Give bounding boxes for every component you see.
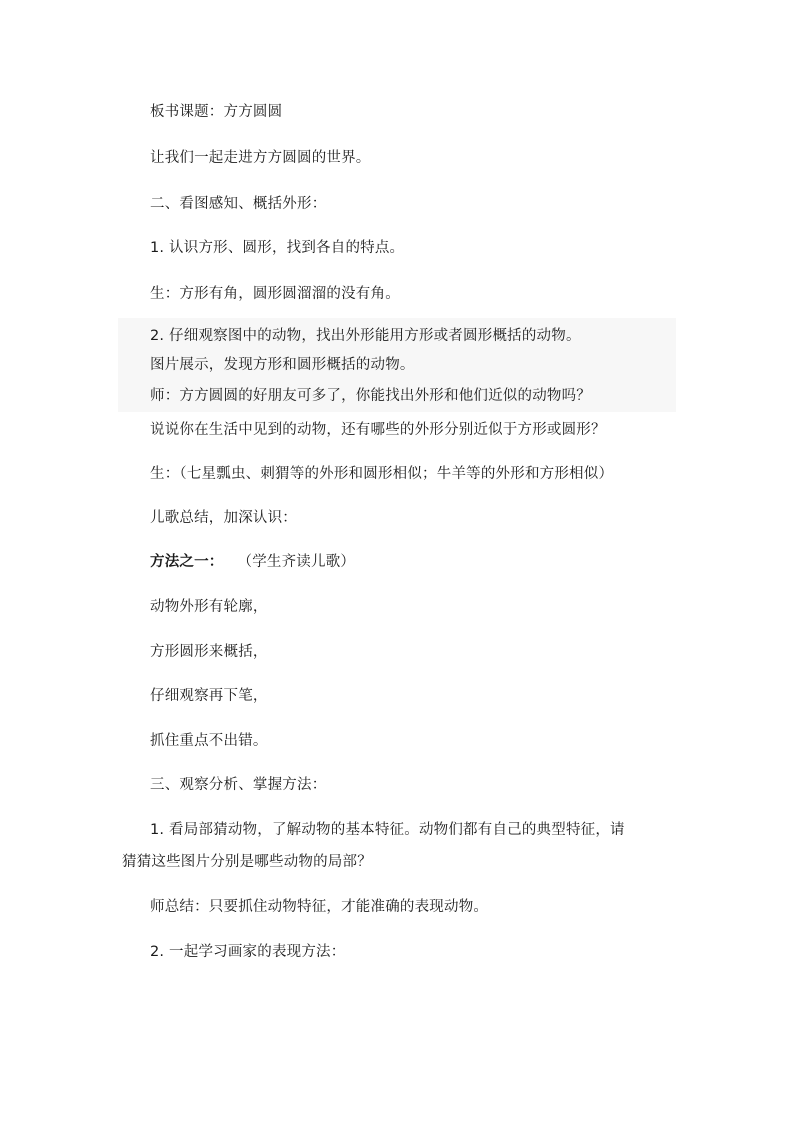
method-note: （学生齐读儿歌） [237,554,356,570]
paragraph-item-3-1a: 1. 看局部猜动物，了解动物的基本特征。动物们都有自己的典型特征，请 [150,822,625,838]
paragraph-intro: 让我们一起走进方方圆圆的世界。 [150,150,371,166]
paragraph-discussion: 说说你在生活中见到的动物，还有哪些的外形分别近似于方形或圆形？ [150,422,606,438]
rhyme-line-1: 动物外形有轮廓， [150,599,268,615]
paragraph-item-1: 1. 认识方形、圆形，找到各自的特点。 [150,240,405,256]
rhyme-line-2: 方形圆形来概括， [150,644,268,660]
section-heading-2: 二、看图感知、概括外形： [150,196,327,212]
paragraph-student-examples: 生：（七星瓢虫、刺猬等的外形和圆形相似；牛羊等的外形和方形相似） [150,466,614,482]
paragraph-item-2: 2. 仔细观察图中的动物，找出外形能用方形或者圆形概括的动物。 [150,328,581,344]
paragraph-method-one [150,552,355,572]
paragraph-item-3-2: 2. 一起学习画家的表现方法： [150,944,346,960]
method-label: 方法之一： [150,554,224,570]
paragraph-teacher-question: 师：方方圆圆的好朋友可多了，你能找出外形和他们近似的动物吗？ [150,388,591,404]
paragraph-teacher-summary: 师总结：只要抓住动物特征，才能准确的表现动物。 [150,899,489,915]
paragraph-student-answer: 生：方形有角，圆形圆溜溜的没有角。 [150,286,400,302]
rhyme-line-4: 抓住重点不出错。 [150,733,268,749]
section-heading-3: 三、观察分析、掌握方法： [150,777,327,793]
paragraph-image-show: 图片展示，发现方形和圆形概括的动物。 [150,357,415,373]
paragraph-rhyme-summary: 儿歌总结，加深认识： [150,510,297,526]
paragraph-title: 板书课题：方方圆圆 [150,104,283,120]
rhyme-line-3: 仔细观察再下笔， [150,688,268,704]
paragraph-item-3-1b: 猜猜这些图片分别是哪些动物的局部？ [122,854,372,870]
